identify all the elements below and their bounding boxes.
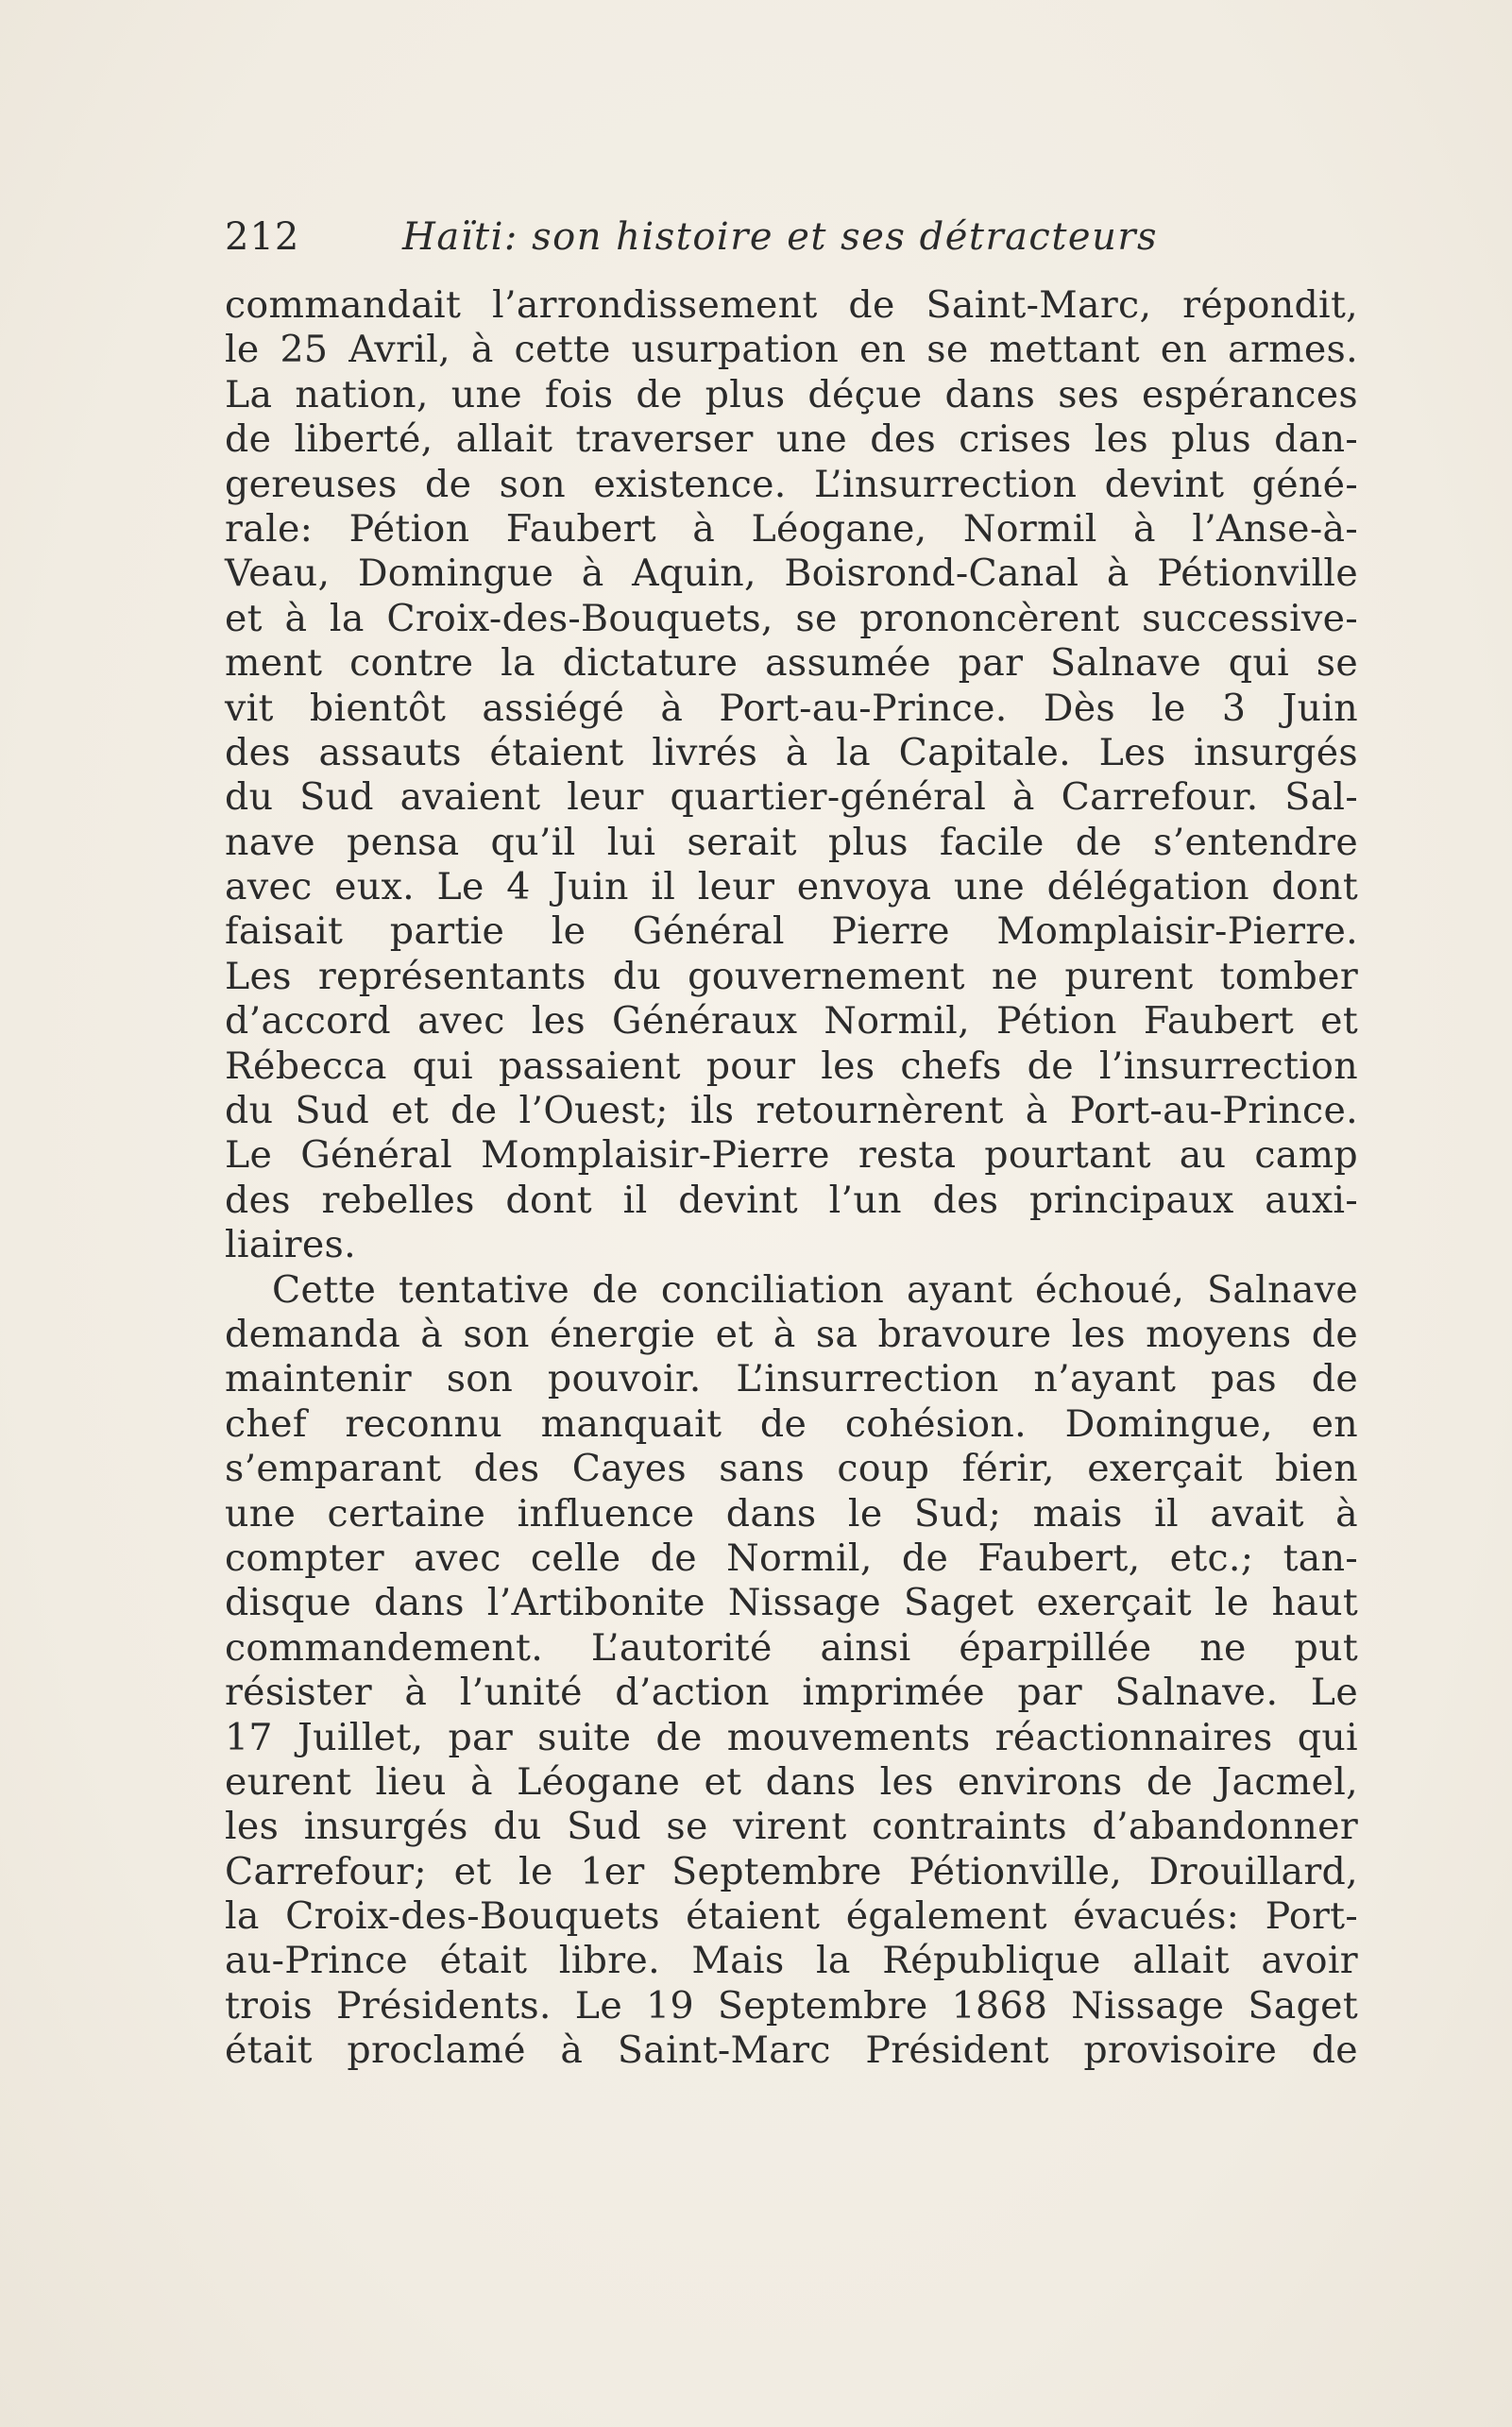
text-line: de liberté, allait traverser une des crises les plus dan-: [225, 417, 1358, 462]
text-line: Les représentants du gouvernement ne purent tomber: [225, 954, 1358, 998]
text-line: commandait l’arrondissement de Saint-Marc, répondit,: [225, 283, 1358, 327]
page-header: [225, 215, 1358, 272]
text-line: Carrefour; et le 1er Septembre Pétionville, Drouillard,: [225, 1849, 1358, 1893]
text-line: Veau, Domingue à Aquin, Boisrond-Canal à Pétionville: [225, 552, 1358, 596]
running-title: Haïti: son histoire et ses détracteurs: [402, 215, 1158, 259]
text-line: Le Général Momplaisir-Pierre resta pourtant au camp: [225, 1133, 1358, 1178]
page-number: 212: [225, 215, 300, 259]
text-line: résister à l’unité d’action imprimée par Salnave. Le: [225, 1671, 1358, 1715]
text-line: disque dans l’Artibonite Nissage Saget exerçait le haut: [225, 1581, 1358, 1625]
body-text: [225, 283, 1358, 2074]
text-line: ment contre la dictature assumée par Salnave qui se: [225, 641, 1358, 686]
text-line: au-Prince était libre. Mais la République allait avoir: [225, 1939, 1358, 1983]
text-line: s’emparant des Cayes sans coup férir, exerçait bien: [225, 1447, 1358, 1491]
text-line: maintenir son pouvoir. L’insurrection n’ayant pas de: [225, 1357, 1358, 1401]
text-line: les insurgés du Sud se virent contraints d’abandonner: [225, 1805, 1358, 1849]
text-line: du Sud avaient leur quartier-général à Carrefour. Sal-: [225, 775, 1358, 820]
text-line: liaires.: [225, 1223, 356, 1267]
text-line: des assauts étaient livrés à la Capitale. Les insurgés: [225, 730, 1358, 774]
text-line: vit bientôt assiégé à Port-au-Prince. Dès le 3 Juin: [225, 686, 1358, 730]
text-line: une certaine influence dans le Sud; mais il avait à: [225, 1491, 1358, 1536]
paragraph-2: [225, 1268, 1358, 2074]
text-line: eurent lieu à Léogane et dans les environs de Jacmel,: [225, 1759, 1358, 1804]
text-line: et à la Croix-des-Bouquets, se prononcèrent successive-: [225, 596, 1358, 640]
text-line: était proclamé à Saint-Marc Président provisoire de: [225, 2028, 1358, 2073]
text-line: faisait partie le Général Pierre Momplaisir-Pierre.: [225, 909, 1358, 954]
paragraph-1: [225, 283, 1358, 1268]
text-line: chef reconnu manquait de cohésion. Domingue, en: [225, 1401, 1358, 1446]
text-line: compter avec celle de Normil, de Faubert, etc.; tan-: [225, 1536, 1358, 1580]
text-line: le 25 Avril, à cette usurpation en se mettant en armes.: [225, 328, 1358, 372]
text-line: Rébecca qui passaient pour les chefs de l’insurrection: [225, 1044, 1358, 1088]
text-line: des rebelles dont il devint l’un des principaux auxi-: [225, 1178, 1358, 1222]
text-line: gereuses de son existence. L’insurrection devint géné-: [225, 462, 1358, 506]
text-line: trois Présidents. Le 19 Septembre 1868 Nissage Saget: [225, 1983, 1358, 2028]
text-line: d’accord avec les Généraux Normil, Pétion Faubert et: [225, 999, 1358, 1044]
text-line: rale: Pétion Faubert à Léogane, Normil à l’Anse-à-: [225, 506, 1358, 551]
text-line: avec eux. Le 4 Juin il leur envoya une délégation dont: [225, 865, 1358, 909]
text-line: la Croix-des-Bouquets étaient également évacués: Port-: [225, 1894, 1358, 1939]
text-line: du Sud et de l’Ouest; ils retournèrent à Port-au-Prince.: [225, 1089, 1358, 1133]
text-line: 17 Juillet, par suite de mouvements réactionnaires qui: [225, 1715, 1358, 1759]
text-line: demanda à son énergie et à sa bravoure les moyens de: [225, 1312, 1358, 1356]
text-line: Cette tentative de conciliation ayant échoué, Salnave: [272, 1267, 1358, 1312]
text-line: La nation, une fois de plus déçue dans ses espérances: [225, 372, 1358, 416]
text-line: nave pensa qu’il lui serait plus facile de s’entendre: [225, 820, 1358, 864]
text-line: commandement. L’autorité ainsi éparpillée ne put: [225, 1625, 1358, 1670]
